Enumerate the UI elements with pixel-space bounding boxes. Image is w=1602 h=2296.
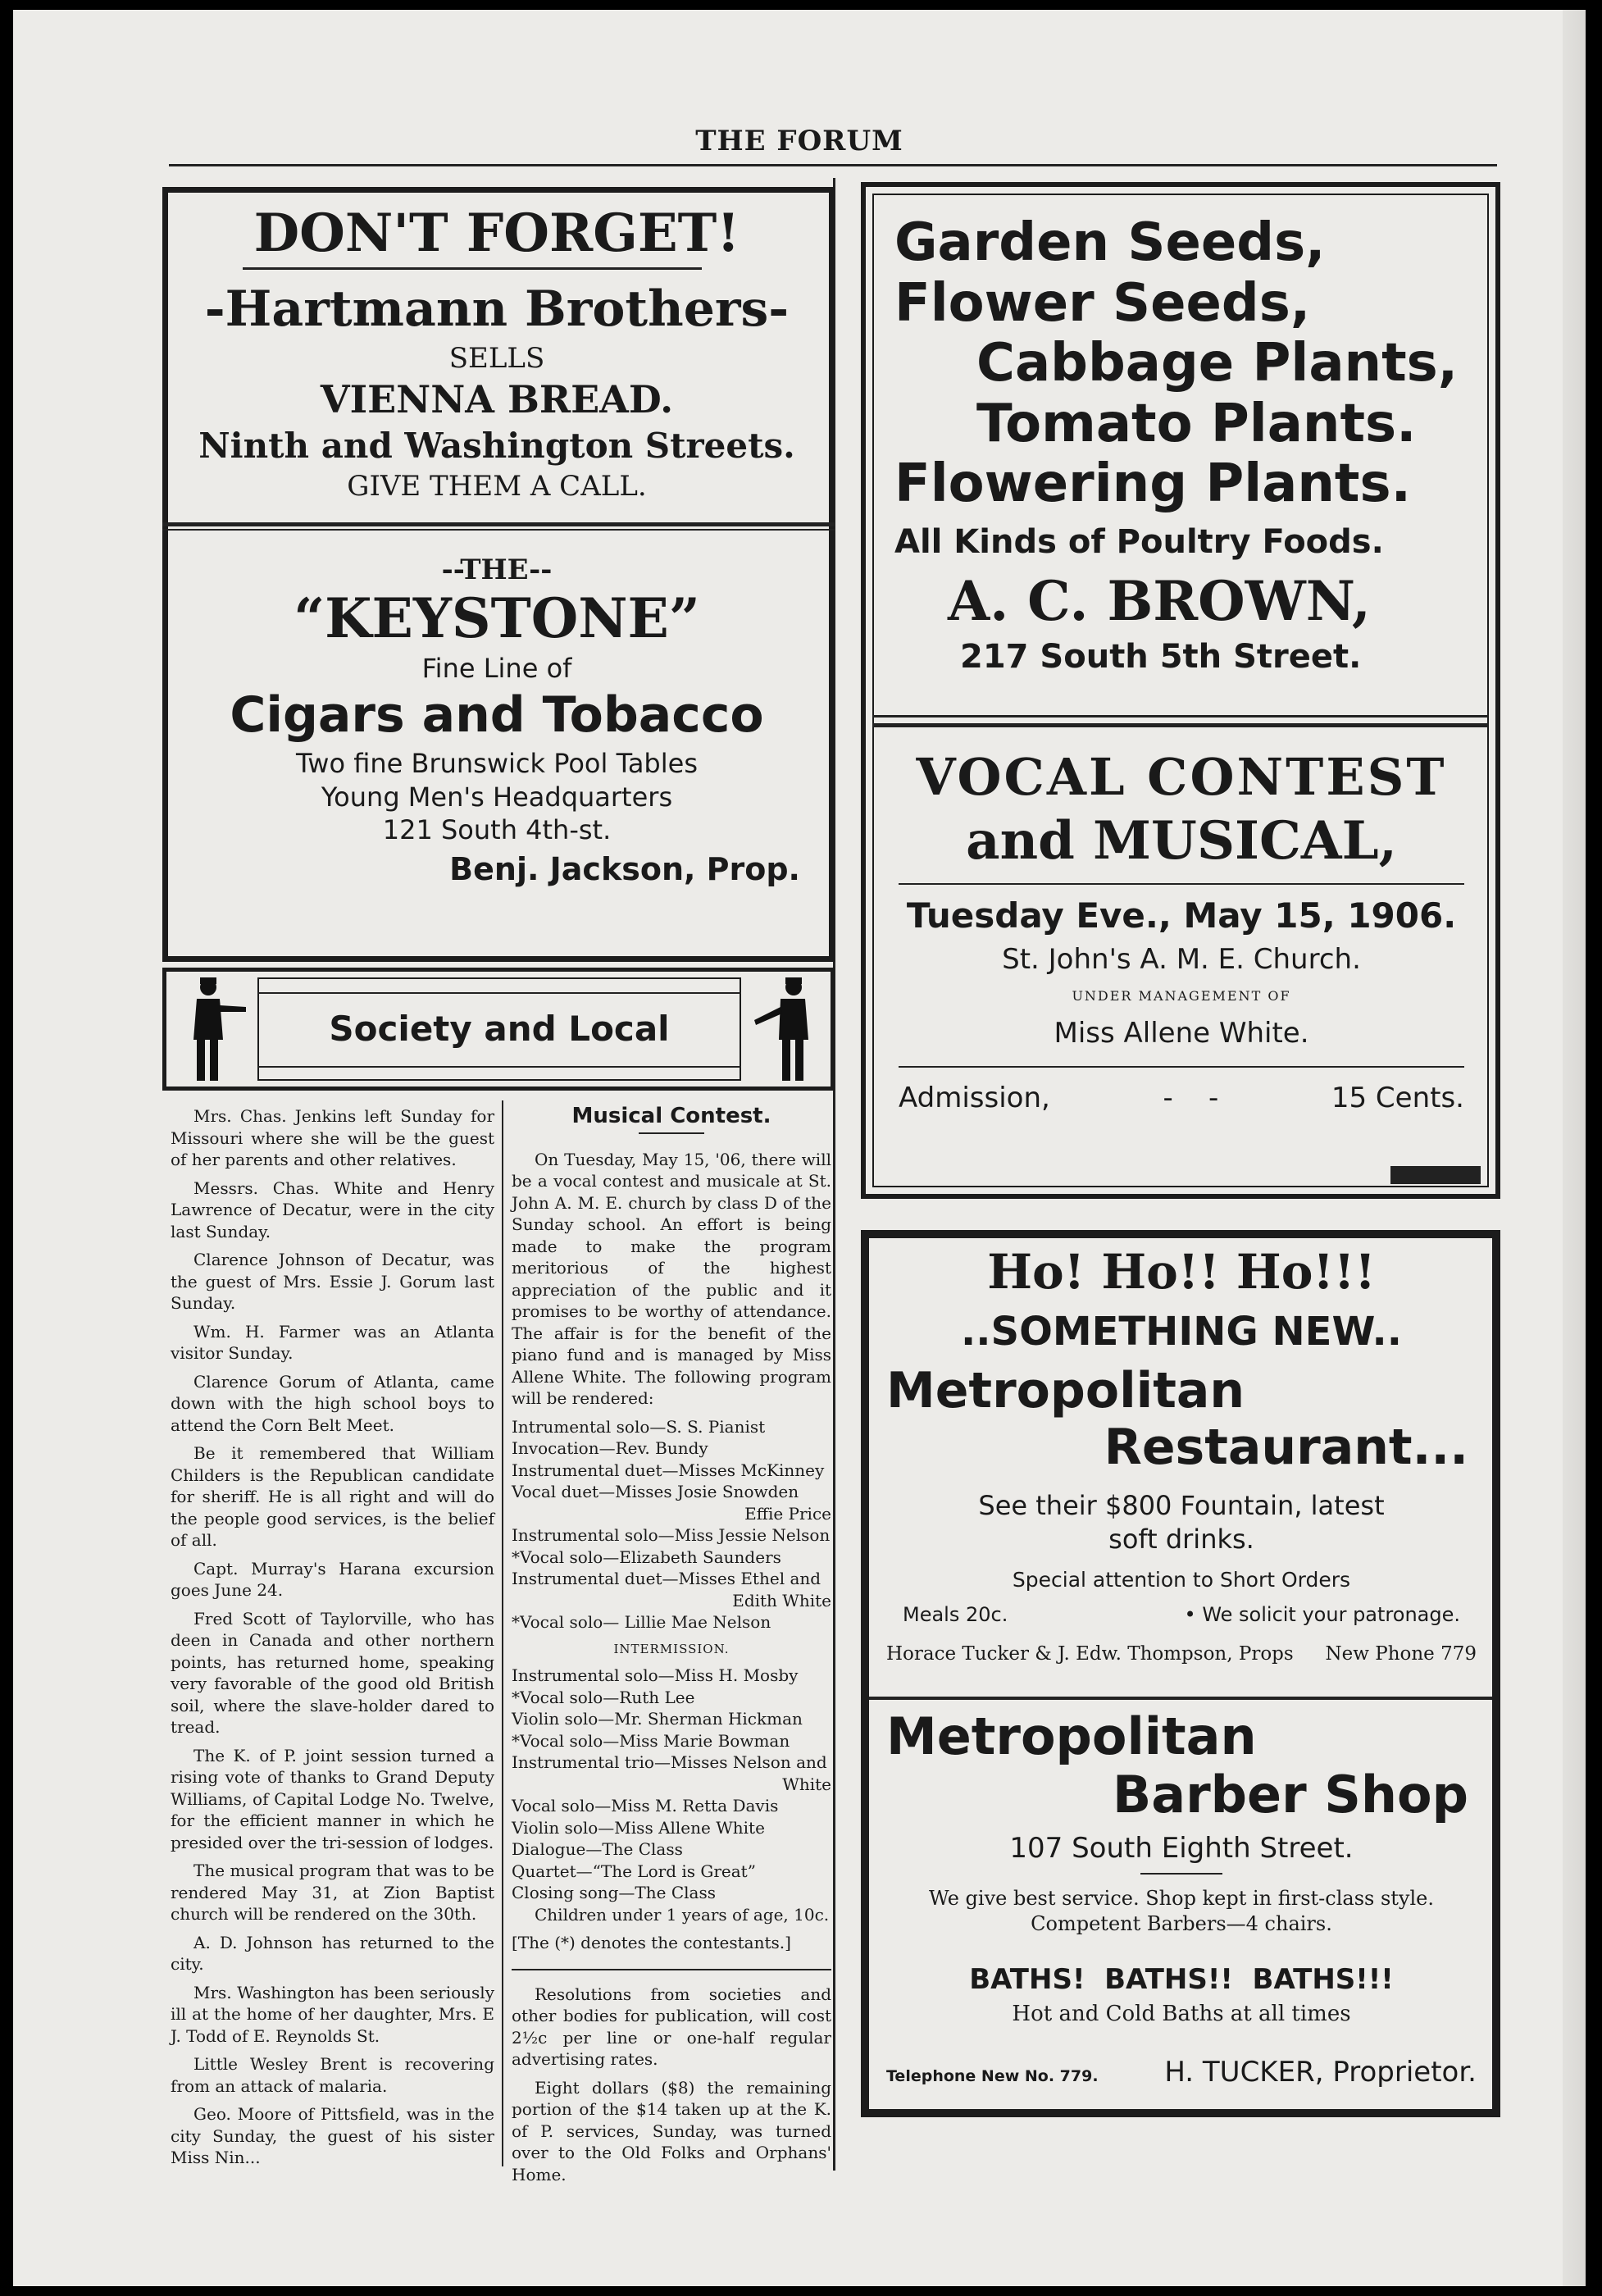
society-header-line: [257, 992, 741, 994]
local-news-item: Capt. Murray's Harana excursion goes June 24.: [171, 1558, 494, 1600]
vocal-church: St. John's A. M. E. Church.: [1002, 943, 1361, 977]
metro-props: Horace Tucker & J. Edw. Thompson, Props: [886, 1642, 1294, 1665]
vocal-line1: VOCAL CONTEST: [916, 747, 1447, 807]
local-news-item: Little Wesley Brent is recovering from an attack of malaria.: [171, 2054, 494, 2096]
vocal-price: 15 Cents.: [1331, 1081, 1464, 1114]
brown-divider-thick: [872, 723, 1489, 727]
musical-contest-column: [512, 1105, 831, 2192]
corner-mark: [1390, 1166, 1481, 1184]
vocal-rule: [899, 1066, 1464, 1068]
intermission-label: INTERMISSION.: [613, 1641, 730, 1656]
column-rule: [502, 1100, 503, 2166]
keystone-line1: Fine Line of: [421, 652, 572, 684]
local-news-item: Mrs. Washington has been seriously ill at the home of her daughter, Mrs. E J. Todd of E. Reynolds St.: [171, 1982, 494, 2046]
keystone-line4: Young Men's Headquarters: [321, 781, 673, 813]
program-item: Violin solo—Mr. Sherman Hickman: [512, 1709, 803, 1729]
metro-fountain: See their $800 Fountain, latest: [978, 1489, 1385, 1521]
eight-dollars-notice: Eight dollars ($8) the remaining portion of the $14 taken up at the K. of P. services, Sunday, was turned over to the Old Folks and Orphans' Home.: [512, 2077, 831, 2184]
program-item: Dialogue—The Class: [512, 1839, 683, 1859]
brown-line3: Cabbage Plants,: [976, 333, 1459, 394]
hartmann-address: Ninth and Washington Streets.: [198, 425, 795, 466]
hartmann-headline: DON'T FORGET!: [253, 203, 740, 264]
metro-solicit-text: We solicit your patronage.: [1202, 1603, 1460, 1627]
masthead: THE FORUM: [695, 125, 903, 157]
brown-line6: All Kinds of Poultry Foods.: [894, 522, 1384, 561]
ad-divider-thin: [162, 529, 835, 531]
brown-line5: Flowering Plants.: [894, 453, 1411, 515]
hartmann-verb: SELLS: [448, 341, 545, 375]
local-news-item: Geo. Moore of Pittsfield, was in the city Sunday, the guest of his sister Miss Nin...: [171, 2104, 494, 2167]
metro-phone: New Phone 779: [1325, 1642, 1477, 1665]
hartmann-ad: [177, 203, 817, 503]
brown-line1: Garden Seeds,: [894, 212, 1326, 273]
program-item: Violin solo—Miss Allene White: [512, 1817, 765, 1838]
brown-address: 217 South 5th Street.: [960, 637, 1362, 676]
program-item: White: [782, 1774, 831, 1794]
metro-props-row: [878, 1643, 1485, 1665]
gentleman-figure-icon: [177, 974, 251, 1086]
hartmann-name: -Hartmann Brothers-: [204, 280, 790, 338]
local-news-item: Clarence Johnson of Decatur, was the guest of Mrs. Essie J. Gorum last Sunday.: [171, 1250, 494, 1313]
keystone-ad: [177, 554, 817, 888]
keystone-line2: Cigars and Tobacco: [230, 686, 764, 744]
keystone-line5: 121 South 4th-st.: [382, 814, 612, 846]
brown-line2: Flower Seeds,: [894, 272, 1311, 334]
barber-rule: [1140, 1873, 1222, 1875]
hartmann-product: VIENNA BREAD.: [320, 376, 674, 421]
barber-baths: BATHS! BATHS!! BATHS!!!: [969, 1962, 1394, 1996]
program-item: *Vocal solo—Ruth Lee: [512, 1687, 695, 1707]
barber-service: We give best service. Shop kept in first-class style.: [928, 1886, 1434, 1910]
metro-new: ..SOMETHING NEW..: [961, 1308, 1402, 1355]
program-list-2: [512, 1665, 831, 1904]
vocal-date: Tuesday Eve., May 15, 1906.: [906, 895, 1457, 936]
section-rule: [512, 1969, 831, 1970]
program-item: Quartet—“The Lord is Great”: [512, 1861, 756, 1881]
program-item: Instrumental solo—Miss H. Mosby: [512, 1665, 799, 1685]
program-item: Vocal duet—Misses Josie Snowden: [512, 1482, 799, 1501]
barber-footer-row: [878, 2057, 1485, 2089]
local-news-item: Mrs. Chas. Jenkins left Sunday for Missouri where she will be the guest of her parents and other relatives.: [171, 1106, 494, 1169]
barber-address: 107 South Eighth Street.: [1009, 1831, 1354, 1865]
children-note: Children under 1 years of age, 10c.: [535, 1904, 830, 1925]
metro-barber-ad: [878, 1707, 1485, 2089]
keystone-line6: Benj. Jackson, Prop.: [449, 851, 800, 888]
brown-line4: Tomato Plants.: [976, 393, 1417, 454]
vocal-admission-row: [882, 1082, 1481, 1114]
vocal-dashes: - -: [1163, 1081, 1219, 1114]
metro-restaurant-ad: [878, 1240, 1485, 1665]
program-item: Closing song—The Class: [512, 1883, 716, 1902]
barber-name1: Metropolitan: [886, 1706, 1257, 1766]
gentleman-figure-icon: [749, 974, 823, 1086]
musical-contest-intro: On Tuesday, May 15, '06, there will be a vocal contest and musicale at St. John A. M. E. church by class D of the Sunday school. An effort is being made to make the program meritorious of the highest appreciation of the public and it promises to be worthy of attendance. The affair is for the benefit of the piano fund and is managed by Miss Allene White. The following program will be rendered:: [512, 1149, 831, 1408]
headline-underline: [243, 267, 702, 270]
program-list: [512, 1416, 831, 1633]
society-header-line: [257, 1066, 741, 1068]
local-news-item: Be it remembered that William Childers is the Republican candidate for sheriff. He is all right and will do the people good services, is the belief of all.: [171, 1443, 494, 1550]
local-news-item: Clarence Gorum of Atlanta, came down with the high school boys to attend the Corn Belt Meet.: [171, 1371, 494, 1435]
program-item: *Vocal solo—Miss Marie Bowman: [512, 1730, 790, 1751]
metro-meals: Meals 20c.: [903, 1603, 1008, 1627]
barber-name2: Barber Shop: [1112, 1765, 1468, 1825]
vocal-line2: and MUSICAL,: [966, 810, 1397, 872]
local-news-item: Fred Scott of Taylorville, who has deen in Canada and other northern points, has returned home, speaking very favorable of the good old British soil, where the slave-holder dared to tread.: [171, 1608, 494, 1737]
metro-name2: Restaurant...: [1104, 1418, 1468, 1476]
brown-divider: [872, 715, 1489, 718]
vocal-manager: Miss Allene White.: [1054, 1016, 1309, 1050]
program-item: Intrumental solo—S. S. Pianist: [512, 1416, 766, 1437]
newspaper-page: [13, 10, 1586, 2286]
resolutions-notice: Resolutions from societies and other bodies for publication, will cost 2½c per line or one-half regular advertising rates.: [512, 1984, 831, 2069]
local-news-item: The K. of P. joint session turned a rising vote of thanks to Grand Deputy Williams, of Capital Lodge No. Twelve, for the efficient manner in which he presided over the tri-session of lodges.: [171, 1745, 494, 1852]
local-news-item: The musical program that was to be rendered May 31, at Zion Baptist church will be rendered on the 30th.: [171, 1861, 494, 1924]
hartmann-call: GIVE THEM A CALL.: [347, 469, 647, 503]
barber-proprietor: H. TUCKER, Proprietor.: [1164, 2055, 1477, 2089]
metro-divider: [869, 1697, 1492, 1700]
keystone-line3: Two fine Brunswick Pool Tables: [296, 747, 698, 779]
society-header-title: Society and Local: [329, 1009, 670, 1049]
program-item: Vocal solo—Miss M. Retta Davis: [512, 1796, 779, 1815]
metro-solicit: [1185, 1604, 1460, 1627]
program-item: *Vocal solo— Lillie Mae Nelson: [512, 1612, 771, 1632]
contestant-note: [The (*) denotes the contestants.]: [512, 1933, 791, 1952]
program-item: Edith White: [732, 1590, 831, 1610]
program-item: Effie Price: [744, 1503, 831, 1524]
program-item: Instrumental solo—Miss Jessie Nelson: [512, 1525, 831, 1545]
program-item: Instrumental duet—Misses McKinney: [512, 1460, 825, 1480]
barber-hotcold: Hot and Cold Baths at all times: [1012, 2001, 1351, 2026]
keystone-the: --THE--: [441, 554, 553, 586]
keystone-name: “KEYSTONE”: [294, 586, 700, 651]
metro-name1: Metropolitan: [886, 1361, 1245, 1419]
brown-ad: [894, 213, 1468, 676]
local-news-item: Messrs. Chas. White and Henry Lawrence of Decatur, were in the city last Sunday.: [171, 1178, 494, 1241]
program-item: Instrumental trio—Misses Nelson and: [512, 1752, 827, 1772]
vocal-rule: [899, 883, 1464, 885]
masthead-rule: [169, 164, 1497, 166]
program-item: *Vocal solo—Elizabeth Saunders: [512, 1547, 781, 1567]
vocal-contest-ad: [882, 748, 1481, 1114]
brown-name: A. C. BROWN,: [948, 568, 1371, 633]
local-news-item: A. D. Johnson has returned to the city.: [171, 1932, 494, 1974]
metro-meals-row: [878, 1604, 1485, 1627]
program-item: Invocation—Rev. Bundy: [512, 1438, 708, 1458]
barber-telephone: Telephone New No. 779.: [886, 2066, 1099, 2085]
local-news-item: Wm. H. Farmer was an Atlanta visitor Sunday.: [171, 1321, 494, 1363]
musical-contest-title: Musical Contest.: [571, 1104, 771, 1128]
title-rule: [639, 1132, 704, 1134]
society-column: [171, 1105, 494, 2175]
metro-drinks: soft drinks.: [1108, 1523, 1254, 1555]
ad-divider: [162, 522, 835, 526]
metro-ho: Ho! Ho!! Ho!!!: [987, 1244, 1376, 1300]
vocal-management: UNDER MANAGEMENT OF: [1072, 988, 1291, 1004]
bullet-icon: •: [1184, 1603, 1203, 1627]
metro-special: Special attention to Short Orders: [1012, 1568, 1351, 1592]
barber-count: Competent Barbers—4 chairs.: [1031, 1912, 1332, 1936]
program-item: Instrumental duet—Misses Ethel and: [512, 1569, 821, 1588]
vocal-admission: Admission,: [899, 1081, 1050, 1114]
